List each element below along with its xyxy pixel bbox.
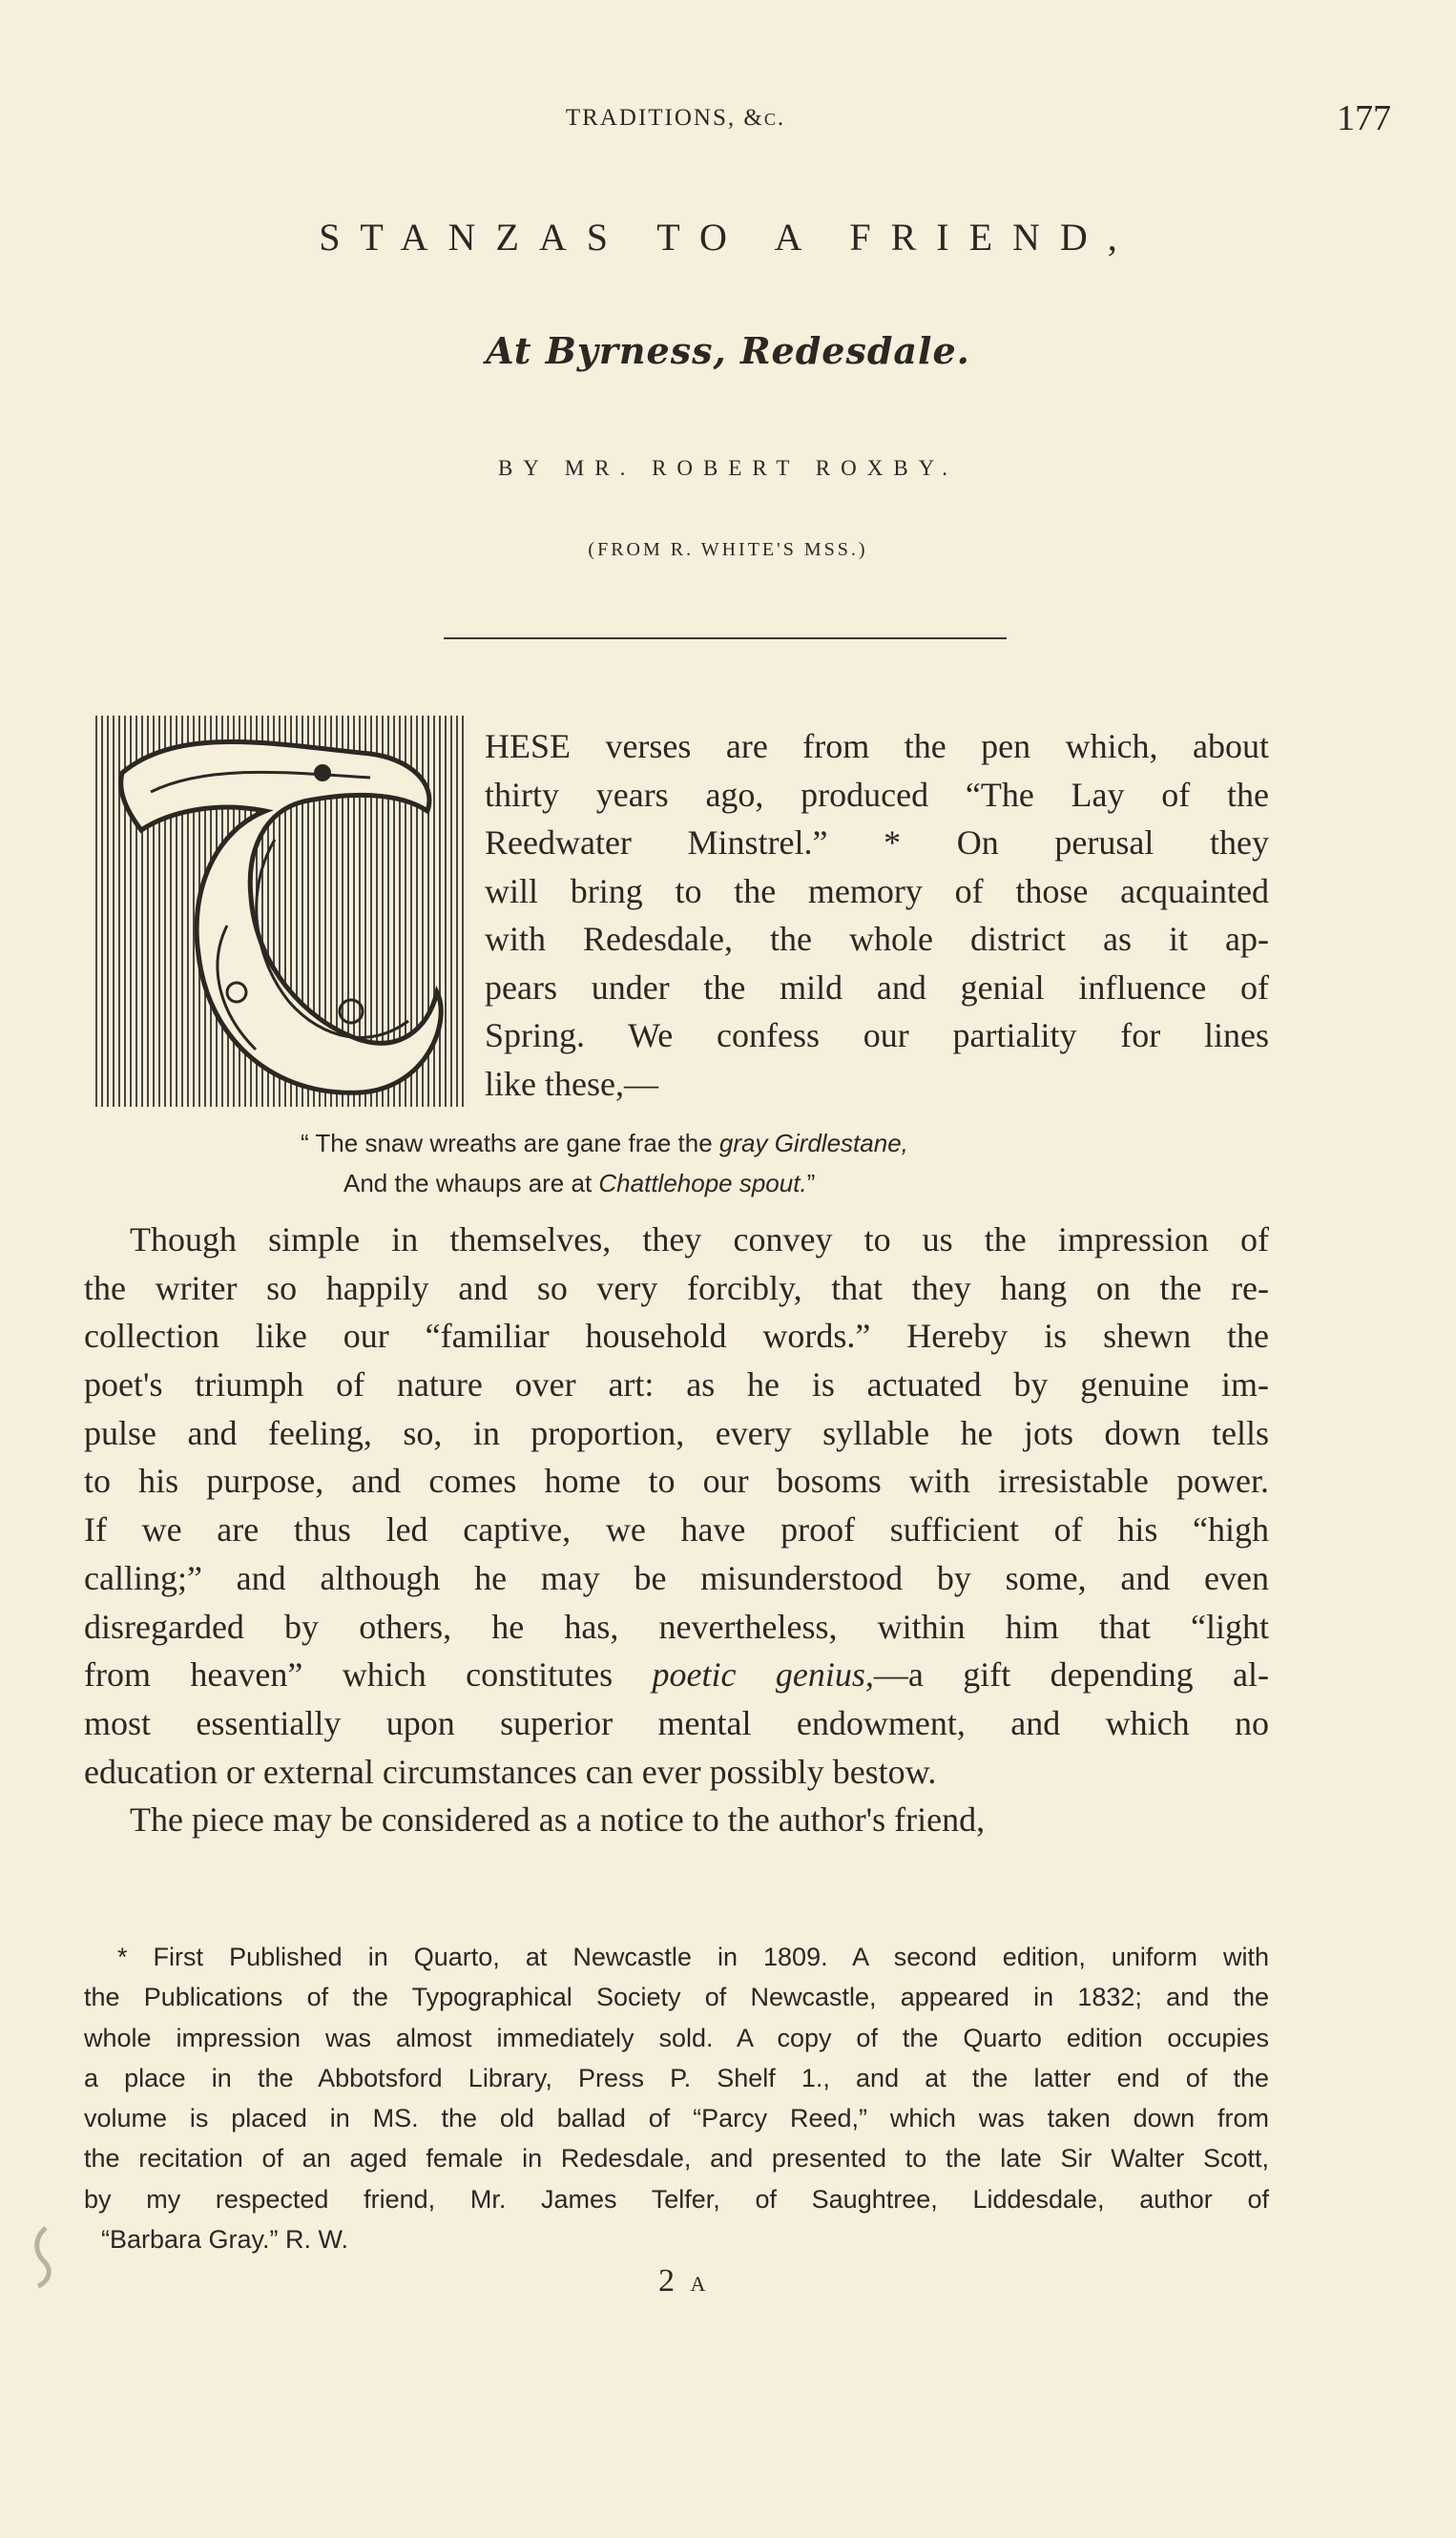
body-line: pulse and feeling, so, in proportion, every syllable he jots down tells (84, 1413, 1269, 1452)
body-line: If we are thus led captive, we have proof sufficient of his “high (84, 1510, 1269, 1550)
ornate-initial-t-icon (84, 706, 475, 1116)
running-head (86, 95, 1391, 153)
footnote-line: the recitation of an aged female in Redesdale, and presented to the late Sir Walter Scott, (84, 2144, 1269, 2174)
quote-text: “ The snaw wreaths are gane frae the (301, 1129, 719, 1157)
section-rule (444, 637, 1007, 639)
running-title: TRADITIONS, &c. (565, 105, 786, 131)
body-line: most essentially upon superior mental endowment, and which no (84, 1703, 1269, 1742)
footnote-line: volume is placed in MS. the old ballad of “Parcy Reed,” which was taken down from (84, 2104, 1269, 2133)
quote-emphasis: Chattlehope spout. (598, 1169, 807, 1197)
body-line: Though simple in themselves, they convey to us the impression of (130, 1220, 1269, 1259)
intro-line: with Redesdale, the whole district as it ap- (485, 920, 1269, 958)
body-line: calling;” and although he may be misunderstood by some, and even (84, 1558, 1269, 1597)
body-line: education or external circumstances can ever possibly bestow. (84, 1752, 937, 1791)
footnote-line: a place in the Abbotsford Library, Press P. Shelf 1., and at the latter end of the (84, 2063, 1269, 2092)
verse-quotation (301, 1123, 1159, 1203)
quote-line (301, 1163, 1159, 1203)
body-line: disregarded by others, he has, nevertheless, within him that “light (84, 1607, 1269, 1646)
poem-title: STANZAS TO A FRIEND, (319, 216, 1137, 259)
author-byline: BY MR. ROBERT ROXBY. (497, 456, 959, 480)
page-number: 177 (1337, 98, 1391, 138)
intro-line: pears under the mild and genial influence of (485, 967, 1269, 1007)
footnote-line: “Barbara Gray.” R. W. (101, 2225, 349, 2255)
body-text: from heaven” which constitutes (84, 1655, 653, 1695)
intro-paragraph (485, 722, 1269, 1108)
signature-letter: A (690, 2272, 710, 2296)
quote-line (301, 1123, 1159, 1163)
quote-text: And the whaups are at (343, 1169, 599, 1197)
body-line: The piece may be considered as a notice to the author's friend, (130, 1800, 986, 1840)
signature-mark (658, 2263, 709, 2299)
intro-line: will bring to the memory of those acquainted (485, 871, 1269, 910)
intro-line: like these,— (485, 1064, 658, 1103)
signature-number: 2 (658, 2263, 678, 2299)
margin-stain-icon (27, 2223, 65, 2290)
body-line (84, 1651, 1269, 1699)
intro-line: Reedwater Minstrel.” * On perusal they (485, 823, 1269, 862)
footnote-line: the Publications of the Typographical Society of Newcastle, appeared in 1832; and the (84, 1983, 1269, 2012)
quote-emphasis: gray Girdlestane, (718, 1129, 908, 1157)
body-line: the writer so happily and so very forcibly, that they hang on the re- (84, 1268, 1269, 1307)
body-paragraph (84, 1216, 1269, 1844)
quote-text: ” (806, 1169, 816, 1197)
body-emphasis: poetic genius, (652, 1655, 874, 1695)
intro-line: thirty years ago, produced “The Lay of the (485, 775, 1269, 814)
poem-subtitle: At Byrness, Redesdale. (486, 329, 970, 372)
footnote-line: * First Published in Quarto, at Newcastle in 1809. A second edition, uniform with (117, 1943, 1269, 1971)
body-line: to his purpose, and comes home to our bosoms with irresistable power. (84, 1462, 1269, 1501)
body-line: poet's triumph of nature over art: as he is actuated by genuine im- (84, 1365, 1269, 1404)
intro-line: Spring. We confess our partiality for lines (485, 1016, 1269, 1054)
body-line: collection like our “familiar household words.” Hereby is shewn the (84, 1317, 1269, 1356)
body-text: —a gift depending al- (873, 1655, 1270, 1695)
footnote-line: by my respected friend, Mr. James Telfer, of Saughtree, Liddesdale, author of (84, 2184, 1269, 2214)
footnote-line: whole impression was almost immediately sold. A copy of the Quarto edition occupies (84, 2023, 1269, 2052)
footnote (84, 1937, 1269, 2259)
source-note: (FROM R. WHITE'S MSS.) (588, 539, 868, 560)
intro-line: HESE verses are from the pen which, about (485, 727, 1269, 765)
